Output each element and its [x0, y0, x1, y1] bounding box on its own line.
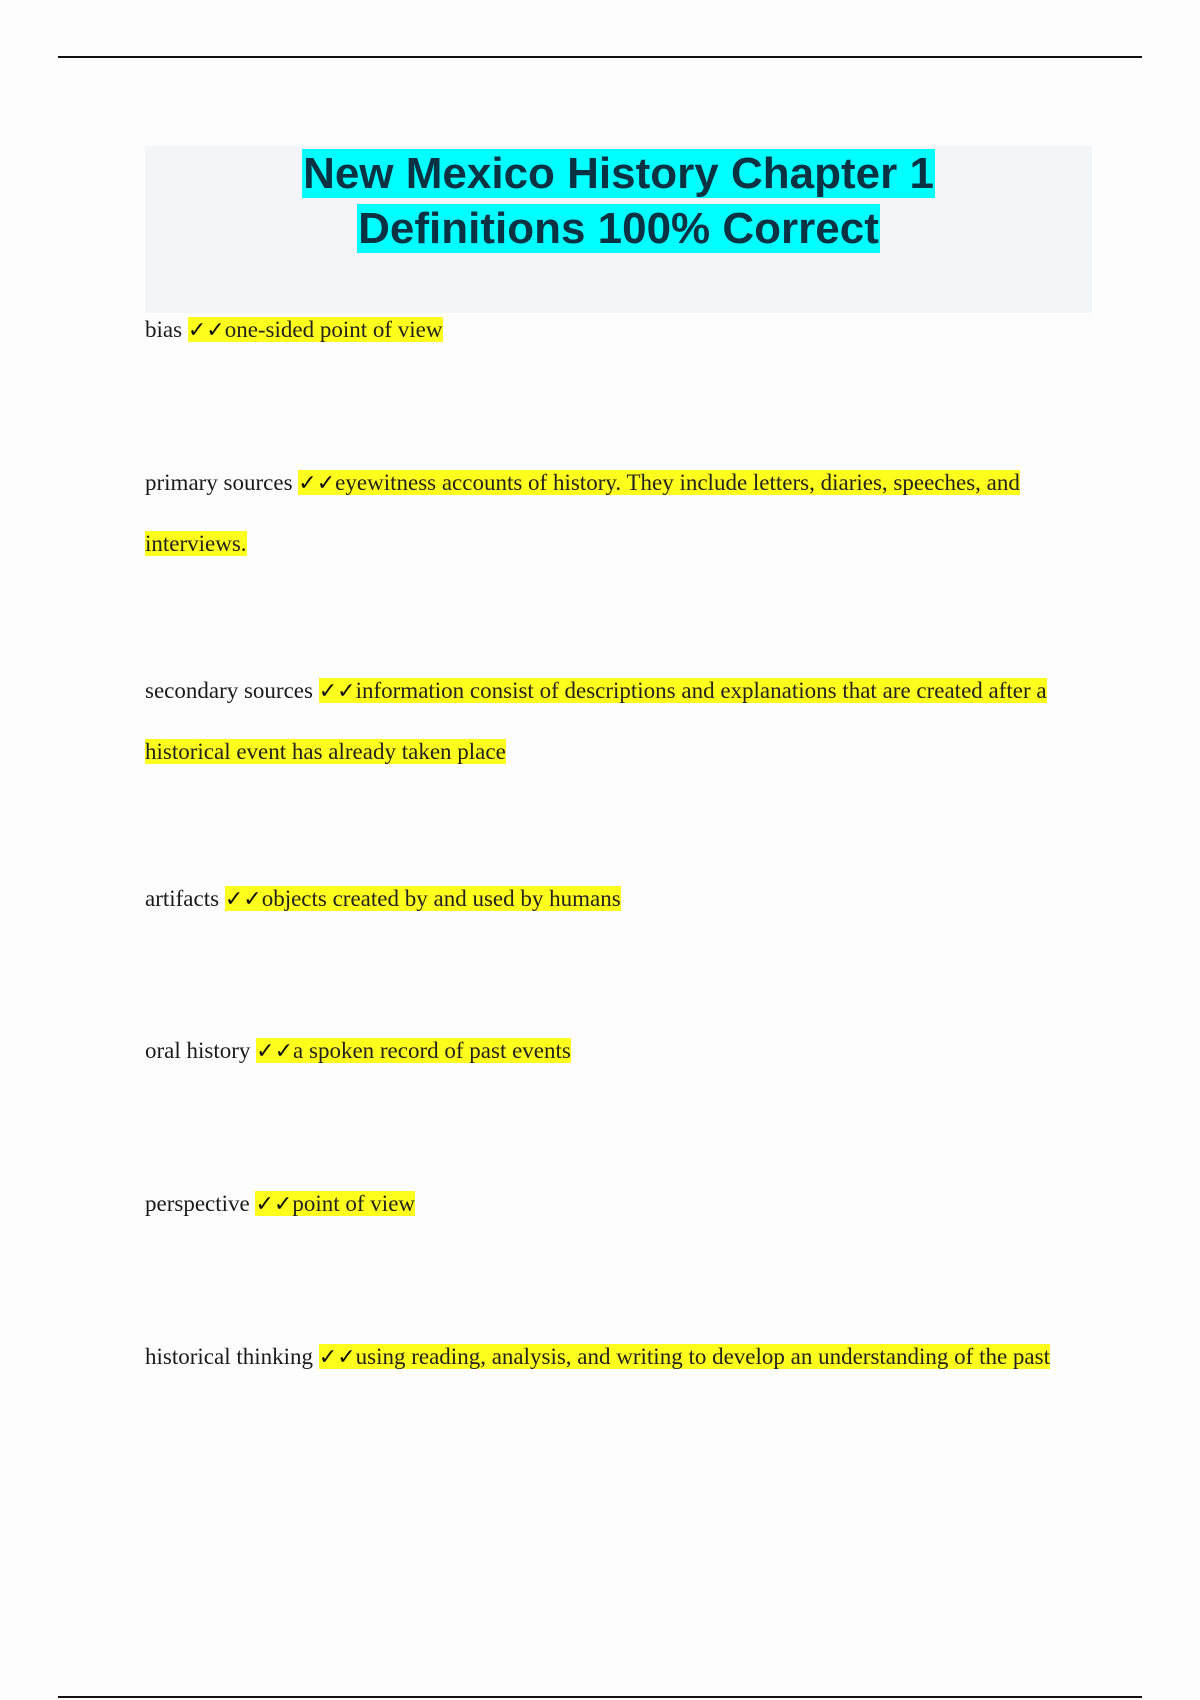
entry-definition-text: objects created by and used by humans [261, 886, 621, 911]
entry-definition-text: eyewitness accounts of history. They include letters, diaries, speeches, and interviews. [145, 470, 1020, 556]
entry-definition [256, 1038, 571, 1063]
double-check-icon: ✓✓ [187, 318, 225, 343]
definition-entry-perspective [145, 1174, 1085, 1235]
header-rule [58, 56, 1142, 58]
double-check-icon: ✓✓ [298, 471, 336, 496]
entry-definition [255, 1191, 415, 1216]
entry-definition [319, 1344, 1050, 1369]
entry-definition-text: using reading, analysis, and writing to develop an understanding of the past [355, 1344, 1050, 1369]
entry-term: perspective [145, 1191, 250, 1216]
entry-term: oral history [145, 1038, 251, 1063]
entry-definition-text: one-sided point of view [224, 317, 443, 342]
title-line-1: New Mexico History Chapter 1 [303, 149, 934, 198]
double-check-icon: ✓✓ [318, 679, 356, 704]
definition-entry-secondary-sources [145, 661, 1085, 782]
entry-term: historical thinking [145, 1344, 314, 1369]
definition-entry-artifacts [145, 869, 1085, 930]
entry-definition [225, 886, 621, 911]
definition-entry-primary-sources [145, 453, 1085, 574]
entry-term: bias [145, 317, 183, 342]
definition-entry-historical-thinking [145, 1327, 1085, 1388]
footer-rule [58, 1696, 1142, 1698]
entry-definition [188, 317, 443, 342]
double-check-icon: ✓✓ [224, 887, 262, 912]
entry-term: secondary sources [145, 678, 313, 703]
double-check-icon: ✓✓ [255, 1192, 293, 1217]
entry-term: artifacts [145, 886, 220, 911]
title-line-2: Definitions 100% Correct [358, 204, 879, 253]
definition-entry-bias [145, 300, 1085, 361]
entry-term: primary sources [145, 470, 293, 495]
double-check-icon: ✓✓ [318, 1345, 356, 1370]
entry-definition-text: point of view [292, 1191, 416, 1216]
entry-definition-text: a spoken record of past events [293, 1038, 571, 1063]
entry-definition-text: information consist of descriptions and explanations that are created after a historical event has already taken place [145, 678, 1047, 764]
document-title [145, 146, 1092, 256]
double-check-icon: ✓✓ [256, 1039, 294, 1064]
definition-entry-oral-history [145, 1021, 1085, 1082]
